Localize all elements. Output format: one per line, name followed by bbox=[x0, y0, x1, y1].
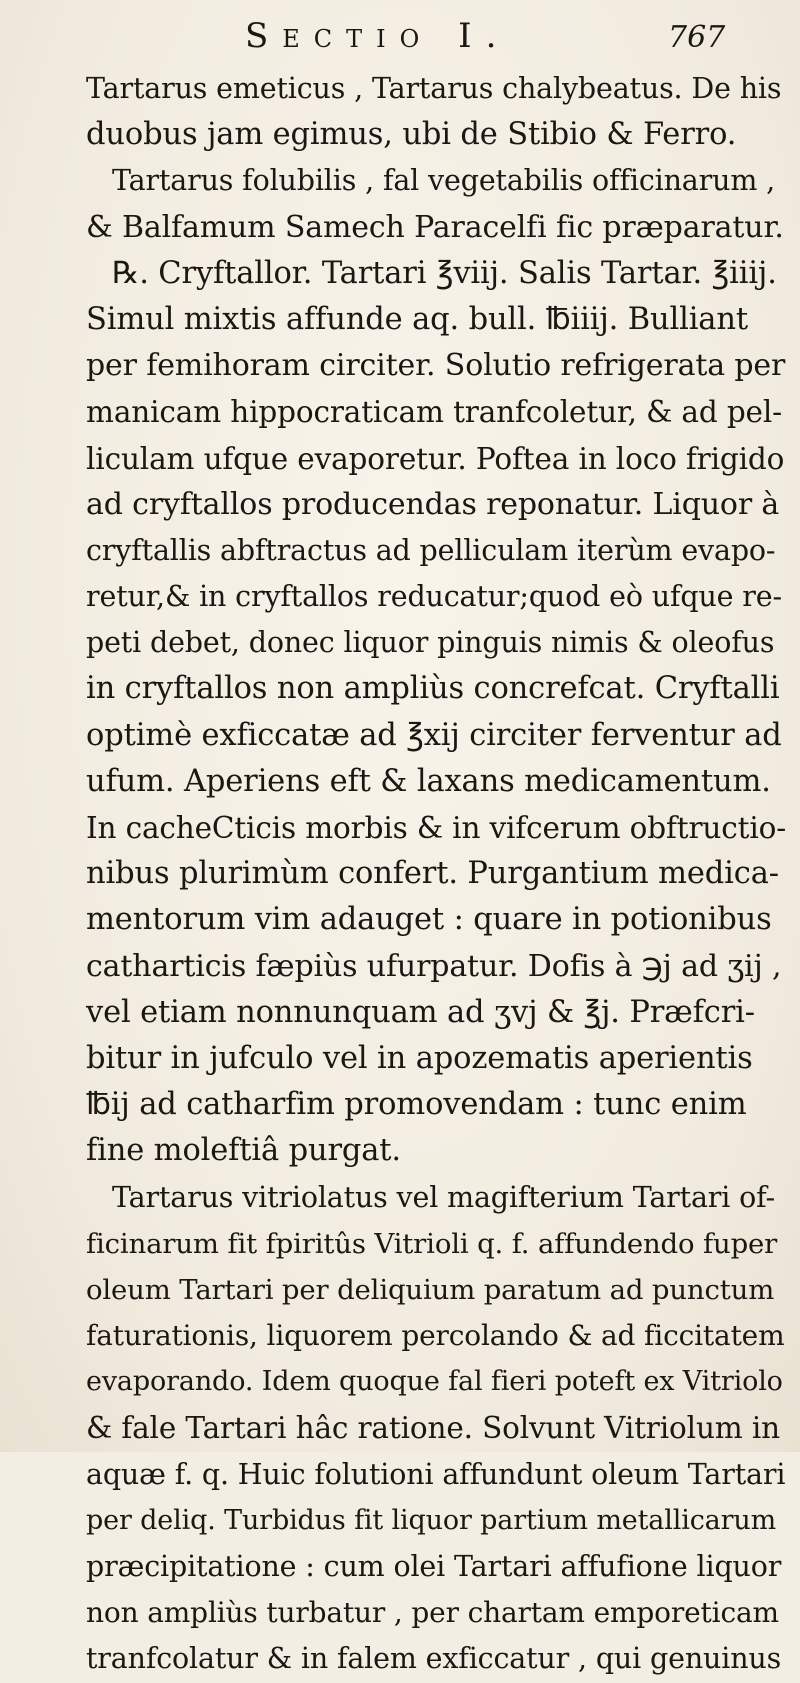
text-line: In cacheCticis morbis & in vifcerum obftructio- bbox=[86, 811, 787, 845]
running-head: Sectio I. bbox=[245, 16, 511, 56]
text-line: manicam hippocraticam tranfcoletur, & ad pel- bbox=[86, 395, 782, 430]
text-line: aquæ f. q. Huic folutioni affundunt oleum Tartari bbox=[86, 1457, 786, 1491]
text-line: catharticis fæpiùs ufurpatur. Dofis à ℈j ad ʒij , bbox=[86, 948, 782, 984]
text-line: ficinarum fit fpiritûs Vitrioli q. f. affundendo fuper bbox=[86, 1227, 778, 1260]
text-line: Simul mixtis affunde aq. bull. ℔iiij. Bulliant bbox=[86, 301, 748, 337]
text-line: mentorum vim adauget : quare in potionibus bbox=[86, 902, 772, 938]
text-line: & Balfamum Samech Paracelfi fic præparatur. bbox=[86, 209, 784, 245]
text-line: faturationis, liquorem percolando & ad ficcitatem bbox=[86, 1319, 785, 1353]
body-text bbox=[86, 66, 786, 1683]
text-line: optimè exficcatæ ad ℥xij circiter ferventur ad bbox=[86, 717, 782, 753]
text-line: per femihoram circiter. Solutio refrigerata per bbox=[86, 348, 786, 384]
text-line: liculam ufque evaporetur. Poftea in loco frigido bbox=[86, 441, 785, 476]
text-line: peti debet, donec liquor pinguis nimis & oleofus bbox=[86, 626, 775, 660]
text-line: Tartarus folubilis , fal vegetabilis officinarum , bbox=[112, 164, 776, 198]
text-line: retur,& in cryftallos reducatur;quod eò ufque re- bbox=[86, 580, 782, 614]
page-number: 767 bbox=[668, 20, 726, 55]
text-line: evaporando. Idem quoque fal fieri poteft ex Vitriolo bbox=[86, 1366, 783, 1398]
text-line: & fale Tartari hâc ratione. Solvunt Vitriolum in bbox=[86, 1411, 780, 1446]
text-line: Tartarus vitriolatus vel magifterium Tartari of- bbox=[112, 1180, 776, 1214]
text-line: non ampliùs turbatur , per chartam emporeticam bbox=[86, 1596, 779, 1630]
text-line: fine moleftiâ purgat. bbox=[86, 1133, 401, 1169]
text-line: ad cryftallos producendas reponatur. Liquor à bbox=[86, 486, 780, 522]
page-header bbox=[0, 14, 800, 70]
text-line: ℔ij ad catharfim promovendam : tunc enim bbox=[86, 1087, 747, 1123]
text-line: oleum Tartari per deliquium paratum ad punctum bbox=[86, 1273, 775, 1306]
text-line: tranfcolatur & in falem exficcatur , qui genuinus bbox=[86, 1642, 782, 1676]
text-line: cryftallis abftractus ad pelliculam iterùm evapo- bbox=[86, 533, 776, 567]
text-line: per deliq. Turbidus fit liquor partium metallicarum bbox=[86, 1504, 777, 1536]
text-line: in cryftallos non ampliùs concrefcat. Cryftalli bbox=[86, 671, 780, 707]
text-line: Tartarus emeticus , Tartarus chalybeatus. De his bbox=[86, 72, 782, 105]
text-line: vel etiam nonnunquam ad ʒvj & ℥j. Præfcri- bbox=[86, 994, 755, 1030]
text-line: bitur in jufculo vel in apozematis aperientis bbox=[86, 1040, 753, 1076]
text-line: ufum. Aperiens eft & laxans medicamentum. bbox=[86, 763, 771, 799]
text-line: duobus jam egimus, ubi de Stibio & Ferro. bbox=[86, 117, 737, 153]
text-line: ℞. Cryftallor. Tartari ℥viij. Salis Tartar. ℥iiij. bbox=[112, 255, 777, 291]
text-line: præcipitatione : cum olei Tartari affufione liquor bbox=[86, 1550, 782, 1583]
text-line: nibus plurimùm confert. Purgantium medica- bbox=[86, 856, 779, 892]
